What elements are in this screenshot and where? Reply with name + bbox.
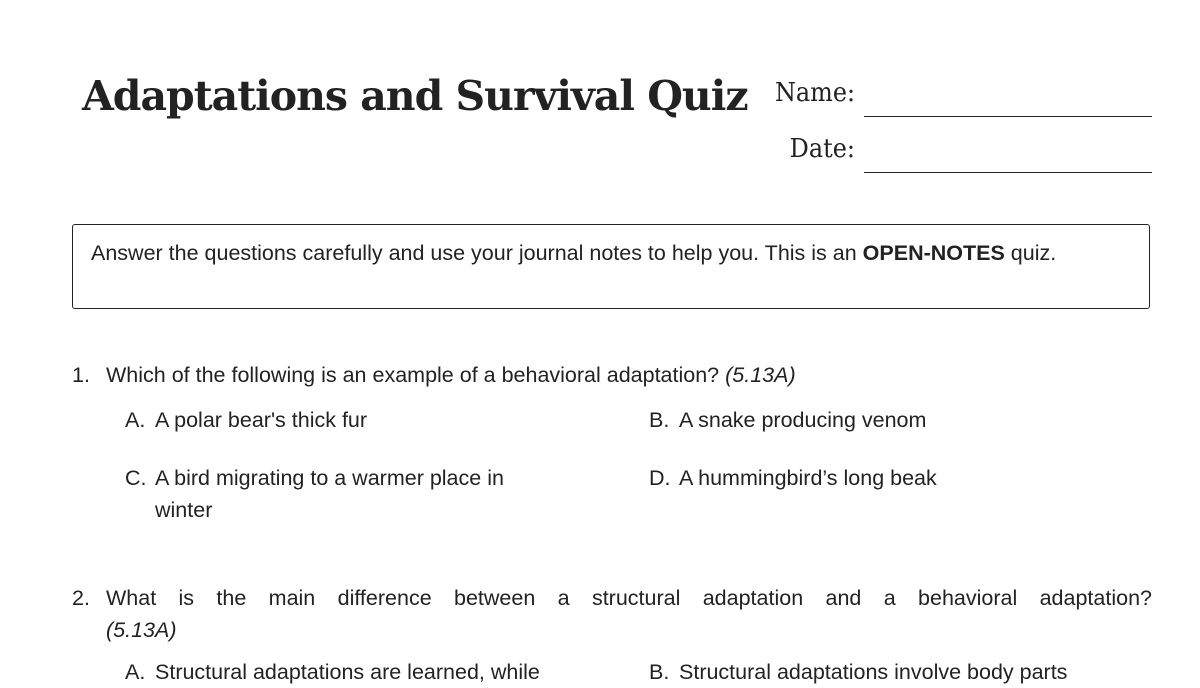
option-2b[interactable] [649,656,1089,688]
option-text: A bird migrating to a warmer place in winter [155,466,504,522]
option-letter: B. [649,408,670,432]
instructions-emphasis: OPEN-NOTES [862,241,1005,265]
instructions-box [72,224,1150,309]
option-text: Structural adaptations are learned, while [155,660,540,684]
name-line[interactable] [864,116,1152,117]
question-1 [72,359,1152,391]
option-letter: D. [649,466,671,490]
question-number: 1. [72,363,90,387]
option-letter: C. [125,466,147,490]
quiz-title: Adaptations and Survival Quiz [82,72,748,120]
option-text: A snake producing venom [679,408,927,432]
option-text: A polar bear's thick fur [155,408,368,432]
date-line[interactable] [864,172,1152,173]
question-2 [72,582,1152,646]
name-label: Name: [774,78,855,108]
option-2a[interactable] [125,656,565,688]
option-letter: A. [125,660,146,684]
option-text: A hummingbird’s long beak [679,466,937,490]
standard-ref: (5.13A) [106,618,177,642]
question-text: What is the main difference between a structural adaptation and a behavioral adaptation? [106,586,1152,610]
instructions-text: Answer the questions carefully and use your journal notes to help you. This is an [91,241,863,265]
option-letter: A. [125,408,146,432]
date-label: Date: [789,134,855,164]
option-text: Structural adaptations involve body parts [679,660,1068,684]
question-number: 2. [72,586,90,610]
option-1d[interactable] [649,462,1089,494]
option-1c[interactable] [125,462,565,526]
option-1b[interactable] [649,404,1089,436]
standard-ref: (5.13A) [725,363,796,387]
option-1a[interactable] [125,404,565,436]
option-letter: B. [649,660,670,684]
question-text: Which of the following is an example of a behavioral adaptation? (5.13A) [106,363,796,387]
standard-ref-line [106,614,1152,646]
instructions-text-end: quiz. [1004,241,1057,265]
